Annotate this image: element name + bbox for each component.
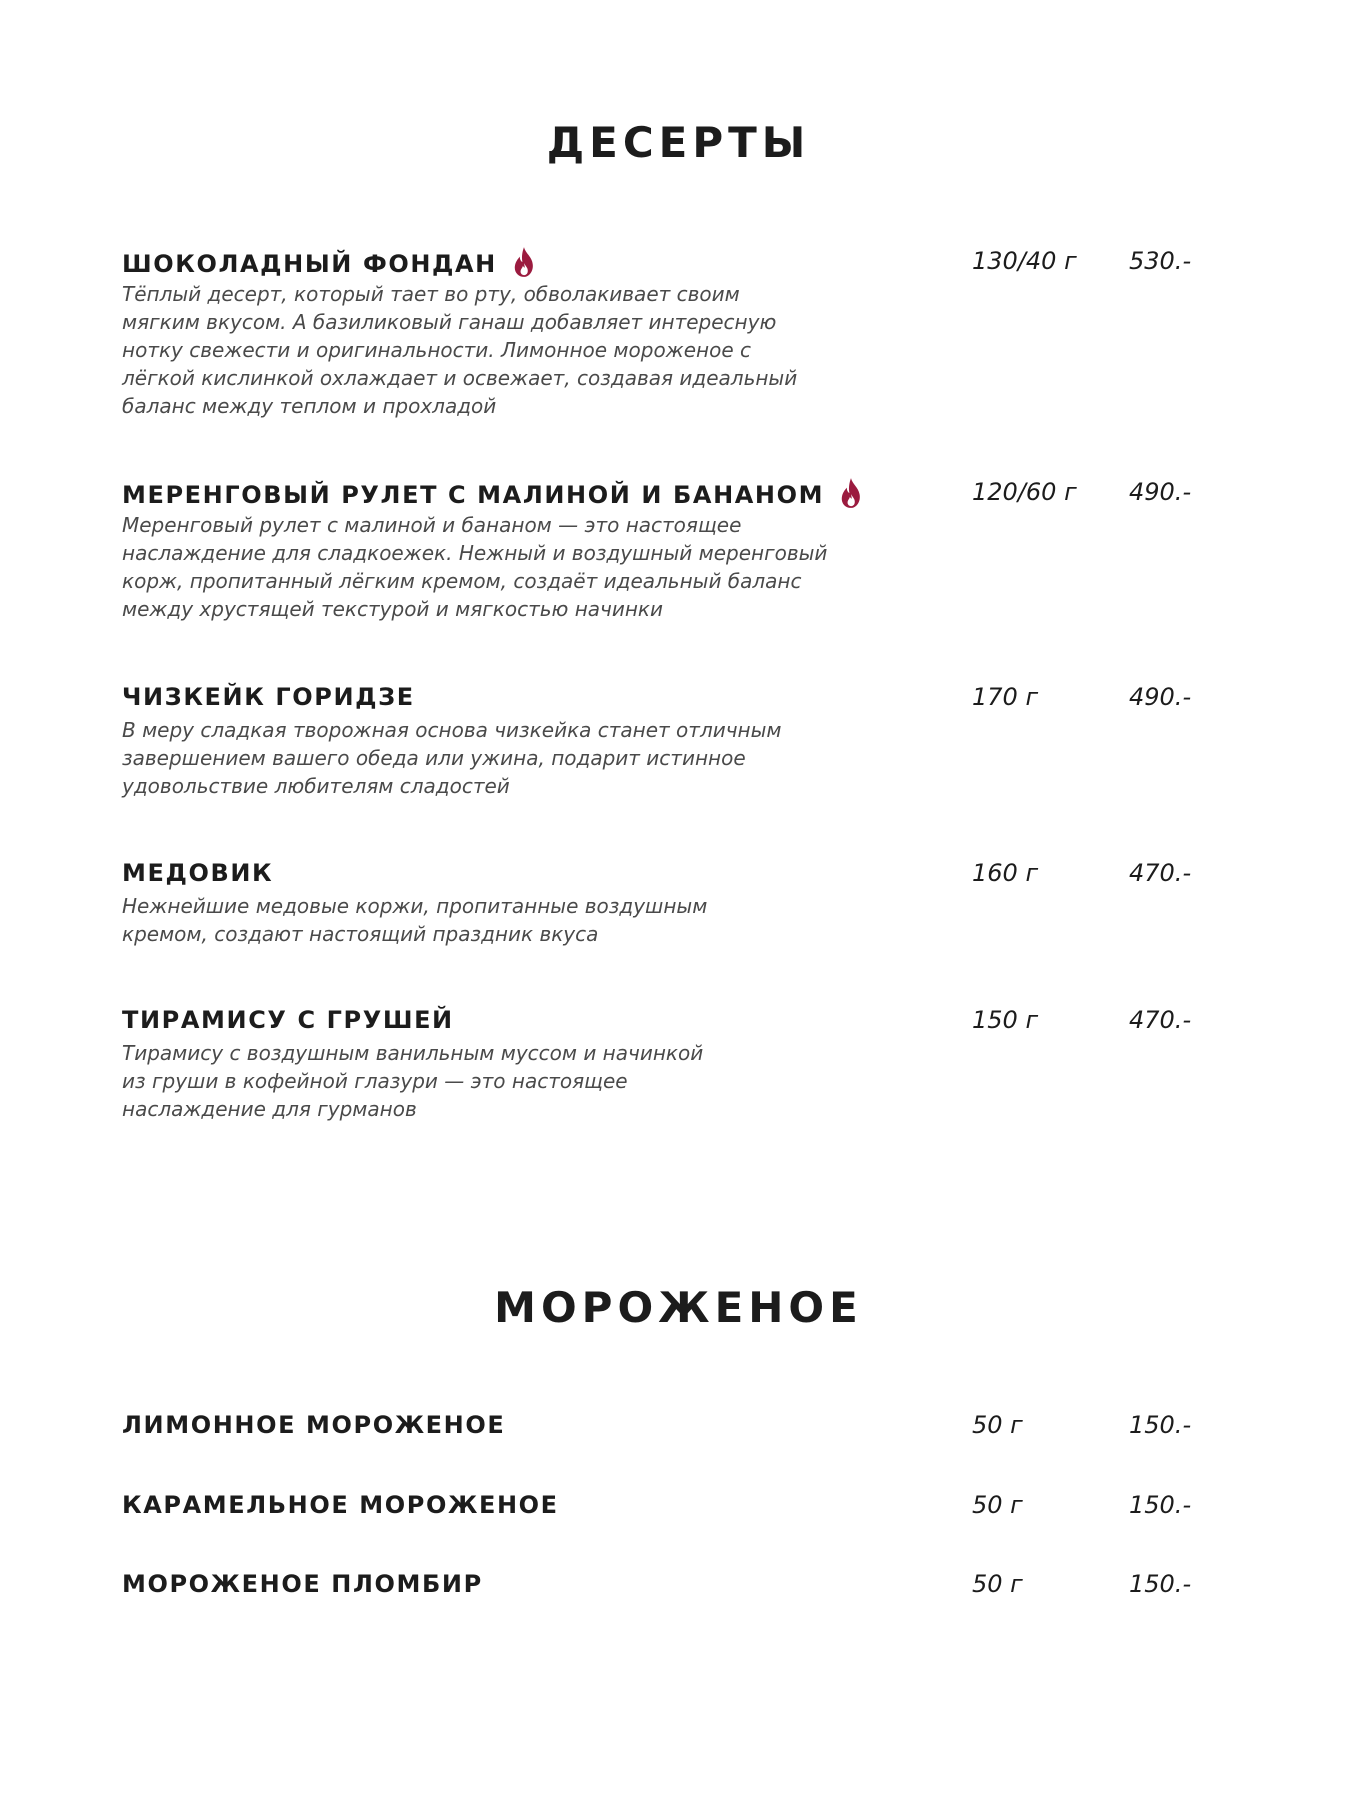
menu-item-weight: 50 г (972, 1411, 1023, 1439)
menu-item-price: 490.- (1129, 683, 1192, 711)
menu-item-price: 490.- (1129, 478, 1192, 506)
section-title-ice-cream: МОРОЖЕНОЕ (494, 1283, 863, 1332)
flame-icon (838, 477, 864, 509)
menu-item-price: 530.- (1129, 247, 1192, 275)
menu-item-weight: 160 г (972, 859, 1039, 887)
menu-item-name: КАРАМЕЛЬНОЕ МОРОЖЕНОЕ (122, 1491, 559, 1519)
menu-item (122, 858, 1222, 948)
menu-item-price: 150.- (1129, 1411, 1192, 1439)
menu-item (122, 477, 1222, 623)
menu-item-weight: 170 г (972, 683, 1039, 711)
menu-item-name: ЛИМОННОЕ МОРОЖЕНОЕ (122, 1411, 506, 1439)
menu-item-price: 150.- (1129, 1491, 1192, 1519)
menu-item-price: 150.- (1129, 1570, 1192, 1598)
menu-item-name: ЧИЗКЕЙК ГОРИДЗЕ (122, 683, 415, 711)
menu-item-price: 470.- (1129, 1006, 1192, 1034)
menu-item (122, 1569, 1222, 1603)
menu-item (122, 1410, 1222, 1444)
menu-item-name: МЕРЕНГОВЫЙ РУЛЕТ С МАЛИНОЙ И БАНАНОМ (122, 481, 825, 509)
menu-item-weight: 130/40 г (972, 247, 1077, 275)
menu-item (122, 682, 1222, 800)
menu-item-description: Тирамису с воздушным ванильным муссом и начинкой из груши в кофейной глазури — это настоящее наслаждение для гурманов (122, 1041, 704, 1121)
menu-item-name: МЕДОВИК (122, 859, 274, 887)
menu-item-weight: 50 г (972, 1570, 1023, 1598)
section-title-desserts: ДЕСЕРТЫ (546, 118, 811, 167)
menu-item-price: 470.- (1129, 859, 1192, 887)
menu-item-description: В меру сладкая творожная основа чизкейка станет отличным завершением вашего обеда или ужина, подарит истинное удовольствие любителям сладостей (122, 718, 782, 798)
menu-item-name: ТИРАМИСУ С ГРУШЕЙ (122, 1006, 454, 1034)
menu-item-description: Меренговый рулет с малиной и бананом — это настоящее наслаждение для сладкоежек. Нежный и воздушный меренговый корж, пропитанный лёгким кремом, создаёт идеальный баланс между хрустящей текстурой и мягкостью начинки (122, 513, 828, 621)
menu-item-name: ШОКОЛАДНЫЙ ФОНДАН (122, 250, 497, 278)
menu-item-description: Нежнейшие медовые коржи, пропитанные воздушным кремом, создают настоящий праздник вкуса (122, 894, 708, 946)
menu-item-weight: 120/60 г (972, 478, 1077, 506)
menu-item-weight: 50 г (972, 1491, 1023, 1519)
menu-item-weight: 150 г (972, 1006, 1039, 1034)
menu-item (122, 1005, 1222, 1123)
flame-icon (511, 246, 537, 278)
menu-item (122, 1490, 1222, 1524)
menu-item (122, 246, 1222, 420)
menu-item-name: МОРОЖЕНОЕ ПЛОМБИР (122, 1570, 483, 1598)
menu-item-description: Тёплый десерт, который тает во рту, обволакивает своим мягким вкусом. А базиликовый ганаш добавляет интересную нотку свежести и оригинальности. Лимонное мороженое с лёгкой кислинкой охлаждает и освежает, создавая идеальный баланс между теплом и прохладой (122, 282, 798, 418)
